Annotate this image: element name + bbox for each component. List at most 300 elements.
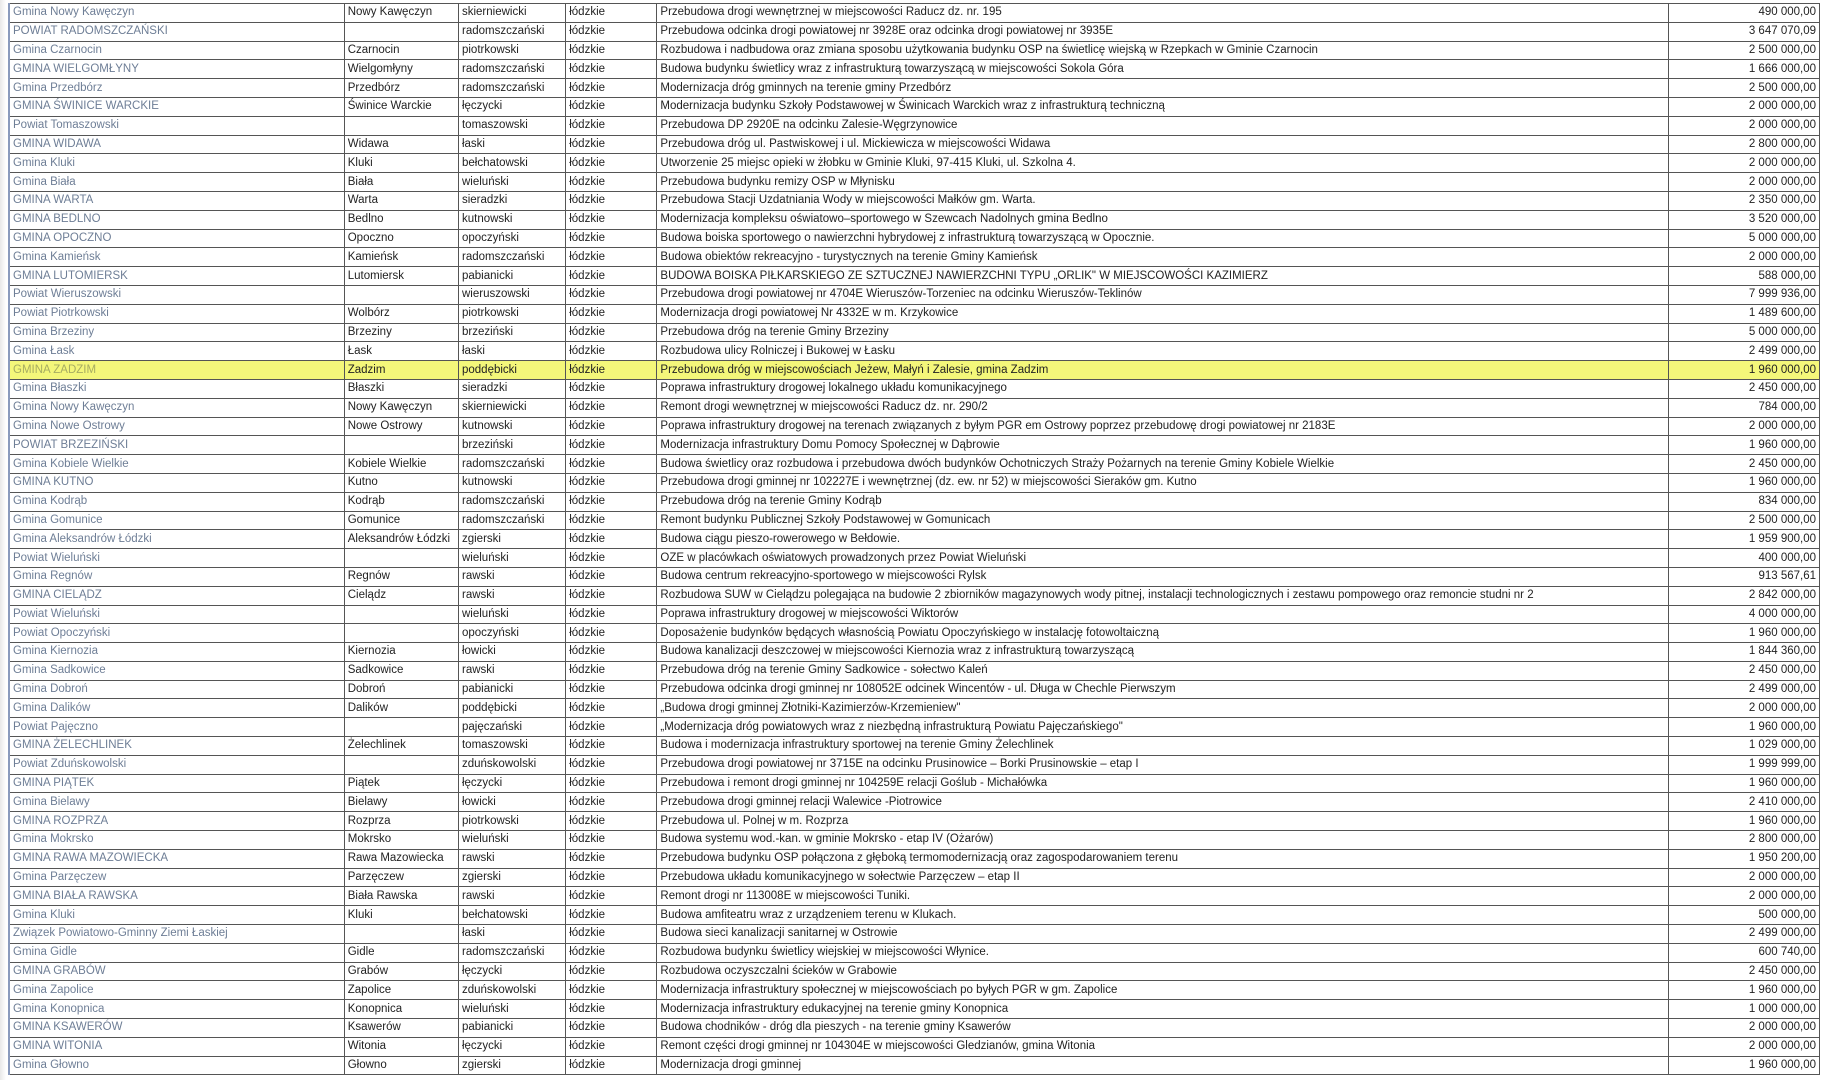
table-row bbox=[9, 1056, 1820, 1075]
gmina-cell: Dalików bbox=[344, 699, 458, 718]
gmina-cell: Nowy Kawęczyn bbox=[344, 4, 458, 23]
voivodeship-cell: łódzkie bbox=[566, 135, 657, 154]
task-name-cell: Modernizacja dróg gminnych na terenie gminy Przedbórz bbox=[657, 79, 1668, 98]
powiat-cell: łaski bbox=[458, 342, 565, 361]
beneficiary-cell: Powiat Wieruszowski bbox=[9, 285, 344, 304]
task-name-cell: Budowa obiektów rekreacyjno - turystycznych na terenie Gminy Kamieńsk bbox=[657, 248, 1668, 267]
table-row bbox=[9, 79, 1820, 98]
beneficiary-cell: Gmina Brzeziny bbox=[9, 323, 344, 342]
voivodeship-cell: łódzkie bbox=[566, 680, 657, 699]
task-name-cell: Przebudowa dróg na terenie Gminy Brzeziny bbox=[657, 323, 1668, 342]
table-row bbox=[9, 699, 1820, 718]
powiat-cell: opoczyński bbox=[458, 229, 565, 248]
gmina-cell: Gidle bbox=[344, 943, 458, 962]
task-name-cell: Modernizacja budynku Szkoły Podstawowej w Świnicach Warckich wraz z infrastrukturą techniczną bbox=[657, 97, 1668, 116]
beneficiary-cell: Gmina Dobroń bbox=[9, 680, 344, 699]
beneficiary-cell: Gmina Zapolice bbox=[9, 981, 344, 1000]
amount-cell: 7 999 936,00 bbox=[1668, 285, 1819, 304]
amount-cell: 784 000,00 bbox=[1668, 398, 1819, 417]
powiat-cell: sieradzki bbox=[458, 191, 565, 210]
beneficiary-cell: GMINA PIĄTEK bbox=[9, 774, 344, 793]
voivodeship-cell: łódzkie bbox=[566, 398, 657, 417]
voivodeship-cell: łódzkie bbox=[566, 304, 657, 323]
beneficiary-cell: Gmina Łask bbox=[9, 342, 344, 361]
table-row bbox=[9, 661, 1820, 680]
task-name-cell: Modernizacja infrastruktury społecznej w miejscowościach po byłych PGR w gm. Zapolice bbox=[657, 981, 1668, 1000]
gmina-cell bbox=[344, 755, 458, 774]
powiat-cell: zgierski bbox=[458, 1056, 565, 1075]
beneficiary-cell: Gmina Głowno bbox=[9, 1056, 344, 1075]
table-row bbox=[9, 1037, 1820, 1056]
voivodeship-cell: łódzkie bbox=[566, 473, 657, 492]
powiat-cell: łęczycki bbox=[458, 774, 565, 793]
table-row bbox=[9, 812, 1820, 831]
voivodeship-cell: łódzkie bbox=[566, 737, 657, 756]
powiat-cell: piotrkowski bbox=[458, 812, 565, 831]
beneficiary-cell: Gmina Mokrsko bbox=[9, 831, 344, 850]
task-name-cell: Modernizacja drogi gminnej bbox=[657, 1056, 1668, 1075]
gmina-cell: Nowe Ostrowy bbox=[344, 417, 458, 436]
table-row bbox=[9, 4, 1820, 23]
voivodeship-cell: łódzkie bbox=[566, 229, 657, 248]
amount-cell: 1 960 000,00 bbox=[1668, 981, 1819, 1000]
beneficiary-cell: Związek Powiatowo-Gminny Ziemi Łaskiej bbox=[9, 925, 344, 944]
voivodeship-cell: łódzkie bbox=[566, 849, 657, 868]
gmina-cell: Biała Rawska bbox=[344, 887, 458, 906]
voivodeship-cell: łódzkie bbox=[566, 361, 657, 380]
voivodeship-cell: łódzkie bbox=[566, 605, 657, 624]
table-row bbox=[9, 943, 1820, 962]
powiat-cell: brzeziński bbox=[458, 323, 565, 342]
task-name-cell: Przebudowa drogi gminnej nr 102227E i wewnętrznej (dz. ew. nr 52) w miejscowości Sieraków gm. Kutno bbox=[657, 473, 1668, 492]
gmina-cell: Mokrsko bbox=[344, 831, 458, 850]
task-name-cell: Rozbudowa ulicy Rolniczej i Bukowej w Łasku bbox=[657, 342, 1668, 361]
table-row bbox=[9, 323, 1820, 342]
gmina-cell: Sadkowice bbox=[344, 661, 458, 680]
task-name-cell: Budowa i modernizacja infrastruktury sportowej na terenie Gminy Żelechlinek bbox=[657, 737, 1668, 756]
voivodeship-cell: łódzkie bbox=[566, 774, 657, 793]
amount-cell: 1 960 000,00 bbox=[1668, 1056, 1819, 1075]
beneficiary-cell: Powiat Tomaszowski bbox=[9, 116, 344, 135]
beneficiary-cell: GMINA LUTOMIERSK bbox=[9, 267, 344, 286]
amount-cell: 913 567,61 bbox=[1668, 567, 1819, 586]
powiat-cell: rawski bbox=[458, 586, 565, 605]
amount-cell: 2 000 000,00 bbox=[1668, 154, 1819, 173]
task-name-cell: Remont budynku Publicznej Szkoły Podstawowej w Gomunicach bbox=[657, 511, 1668, 530]
table-row bbox=[9, 624, 1820, 643]
grants-table bbox=[8, 3, 1820, 1075]
task-name-cell: Budowa sieci kanalizacji sanitarnej w Ostrowie bbox=[657, 925, 1668, 944]
beneficiary-cell: Gmina Kluki bbox=[9, 906, 344, 925]
grants-table-body bbox=[9, 4, 1820, 1075]
beneficiary-cell: Gmina Nowe Ostrowy bbox=[9, 417, 344, 436]
voivodeship-cell: łódzkie bbox=[566, 549, 657, 568]
task-name-cell: Budowa ciągu pieszo-rowerowego w Bełdowie. bbox=[657, 530, 1668, 549]
voivodeship-cell: łódzkie bbox=[566, 417, 657, 436]
gmina-cell: Konopnica bbox=[344, 1000, 458, 1019]
powiat-cell: piotrkowski bbox=[458, 304, 565, 323]
gmina-cell: Zapolice bbox=[344, 981, 458, 1000]
task-name-cell: Utworzenie 25 miejsc opieki w żłobku w Gminie Kluki, 97-415 Kluki, ul. Szkolna 4. bbox=[657, 154, 1668, 173]
amount-cell: 2 500 000,00 bbox=[1668, 511, 1819, 530]
powiat-cell: rawski bbox=[458, 849, 565, 868]
table-row bbox=[9, 793, 1820, 812]
voivodeship-cell: łódzkie bbox=[566, 530, 657, 549]
beneficiary-cell: GMINA BEDLNO bbox=[9, 210, 344, 229]
voivodeship-cell: łódzkie bbox=[566, 492, 657, 511]
powiat-cell: wieluński bbox=[458, 1000, 565, 1019]
gmina-cell: Piątek bbox=[344, 774, 458, 793]
powiat-cell: łęczycki bbox=[458, 97, 565, 116]
gmina-cell: Rawa Mazowiecka bbox=[344, 849, 458, 868]
task-name-cell: Budowa kanalizacji deszczowej w miejscowości Kiernozia wraz z infrastrukturą towarzyszącą bbox=[657, 643, 1668, 662]
beneficiary-cell: Gmina Błaszki bbox=[9, 379, 344, 398]
powiat-cell: zduńskowolski bbox=[458, 755, 565, 774]
beneficiary-cell: Gmina Kluki bbox=[9, 154, 344, 173]
table-row bbox=[9, 549, 1820, 568]
table-row bbox=[9, 361, 1820, 380]
beneficiary-cell: Gmina Aleksandrów Łódzki bbox=[9, 530, 344, 549]
task-name-cell: Modernizacja infrastruktury edukacyjnej na terenie gminy Konopnica bbox=[657, 1000, 1668, 1019]
voivodeship-cell: łódzkie bbox=[566, 173, 657, 192]
beneficiary-cell: Gmina Parzęczew bbox=[9, 868, 344, 887]
task-name-cell: Przebudowa budynku remizy OSP w Młynisku bbox=[657, 173, 1668, 192]
task-name-cell: Modernizacja drogi powiatowej Nr 4332E w m. Krzykowice bbox=[657, 304, 1668, 323]
voivodeship-cell: łódzkie bbox=[566, 906, 657, 925]
beneficiary-cell: POWIAT RADOMSZCZAŃSKI bbox=[9, 22, 344, 41]
beneficiary-cell: Gmina Kodrąb bbox=[9, 492, 344, 511]
gmina-cell bbox=[344, 22, 458, 41]
beneficiary-cell: Gmina Konopnica bbox=[9, 1000, 344, 1019]
powiat-cell: radomszczański bbox=[458, 492, 565, 511]
powiat-cell: radomszczański bbox=[458, 943, 565, 962]
gmina-cell bbox=[344, 624, 458, 643]
amount-cell: 5 000 000,00 bbox=[1668, 229, 1819, 248]
voivodeship-cell: łódzkie bbox=[566, 831, 657, 850]
voivodeship-cell: łódzkie bbox=[566, 661, 657, 680]
powiat-cell: skierniewicki bbox=[458, 398, 565, 417]
powiat-cell: radomszczański bbox=[458, 248, 565, 267]
task-name-cell: Przebudowa i remont drogi gminnej nr 104259E relacji Goślub - Michałówka bbox=[657, 774, 1668, 793]
table-row bbox=[9, 868, 1820, 887]
powiat-cell: pajęczański bbox=[458, 718, 565, 737]
table-row bbox=[9, 849, 1820, 868]
task-name-cell: Przebudowa budynku OSP połączona z głęboką termomodernizacją oraz zagospodarowaniem terenu bbox=[657, 849, 1668, 868]
powiat-cell: zduńskowolski bbox=[458, 981, 565, 1000]
gmina-cell: Witonia bbox=[344, 1037, 458, 1056]
table-row bbox=[9, 1000, 1820, 1019]
amount-cell: 1 960 000,00 bbox=[1668, 624, 1819, 643]
voivodeship-cell: łódzkie bbox=[566, 248, 657, 267]
table-row bbox=[9, 981, 1820, 1000]
powiat-cell: rawski bbox=[458, 887, 565, 906]
beneficiary-cell: Powiat Opoczyński bbox=[9, 624, 344, 643]
voivodeship-cell: łódzkie bbox=[566, 567, 657, 586]
voivodeship-cell: łódzkie bbox=[566, 868, 657, 887]
amount-cell: 1 959 900,00 bbox=[1668, 530, 1819, 549]
beneficiary-cell: Gmina Sadkowice bbox=[9, 661, 344, 680]
beneficiary-cell: POWIAT BRZEZIŃSKI bbox=[9, 436, 344, 455]
powiat-cell: sieradzki bbox=[458, 379, 565, 398]
voivodeship-cell: łódzkie bbox=[566, 116, 657, 135]
beneficiary-cell: GMINA RAWA MAZOWIECKA bbox=[9, 849, 344, 868]
task-name-cell: Doposażenie budynków będących własnością Powiatu Opoczyńskiego w instalację fotowoltaiczną bbox=[657, 624, 1668, 643]
table-row bbox=[9, 962, 1820, 981]
table-row bbox=[9, 737, 1820, 756]
task-name-cell: Przebudowa dróg ul. Pastwiskowej i ul. Mickiewicza w miejscowości Widawa bbox=[657, 135, 1668, 154]
task-name-cell: Modernizacja kompleksu oświatowo–sportowego w Szewcach Nadolnych gmina Bedlno bbox=[657, 210, 1668, 229]
beneficiary-cell: Powiat Wieluński bbox=[9, 549, 344, 568]
amount-cell: 400 000,00 bbox=[1668, 549, 1819, 568]
gmina-cell: Nowy Kawęczyn bbox=[344, 398, 458, 417]
beneficiary-cell: Gmina Kiernozia bbox=[9, 643, 344, 662]
powiat-cell: zgierski bbox=[458, 868, 565, 887]
beneficiary-cell: GMINA ŻELECHLINEK bbox=[9, 737, 344, 756]
table-row bbox=[9, 511, 1820, 530]
table-row bbox=[9, 210, 1820, 229]
amount-cell: 588 000,00 bbox=[1668, 267, 1819, 286]
powiat-cell: wieluński bbox=[458, 605, 565, 624]
amount-cell: 1 999 999,00 bbox=[1668, 755, 1819, 774]
gmina-cell: Regnów bbox=[344, 567, 458, 586]
voivodeship-cell: łódzkie bbox=[566, 41, 657, 60]
beneficiary-cell: Gmina Bielawy bbox=[9, 793, 344, 812]
powiat-cell: pabianicki bbox=[458, 1019, 565, 1038]
beneficiary-cell: Powiat Zduńskowolski bbox=[9, 755, 344, 774]
table-row bbox=[9, 379, 1820, 398]
table-row bbox=[9, 925, 1820, 944]
gmina-cell: Dobroń bbox=[344, 680, 458, 699]
table-row bbox=[9, 97, 1820, 116]
voivodeship-cell: łódzkie bbox=[566, 812, 657, 831]
table-row bbox=[9, 530, 1820, 549]
task-name-cell: Rozbudowa SUW w Cielądzu polegająca na budowie 2 zbiorników magazynowych wody pitnej, instalacji technologicznych i zestawu pompowego oraz remoncie studni nr 2 bbox=[657, 586, 1668, 605]
amount-cell: 1 960 000,00 bbox=[1668, 718, 1819, 737]
gmina-cell bbox=[344, 285, 458, 304]
gmina-cell: Błaszki bbox=[344, 379, 458, 398]
gmina-cell: Kiernozia bbox=[344, 643, 458, 662]
amount-cell: 2 499 000,00 bbox=[1668, 925, 1819, 944]
powiat-cell: kutnowski bbox=[458, 473, 565, 492]
voivodeship-cell: łódzkie bbox=[566, 586, 657, 605]
task-name-cell: Poprawa infrastruktury drogowej na terenach związanych z byłym PGR em Ostrowy poprzez przebudowę drogi powiatowej nr 2183E bbox=[657, 417, 1668, 436]
task-name-cell: Przebudowa dróg na terenie Gminy Sadkowice - sołectwo Kaleń bbox=[657, 661, 1668, 680]
beneficiary-cell: GMINA OPOCZNO bbox=[9, 229, 344, 248]
gmina-cell: Kamieńsk bbox=[344, 248, 458, 267]
gmina-cell: Brzeziny bbox=[344, 323, 458, 342]
task-name-cell: Budowa boiska sportowego o nawierzchni hybrydowej z infrastrukturą towarzyszącą w Opocznie. bbox=[657, 229, 1668, 248]
beneficiary-cell: GMINA CIELĄDZ bbox=[9, 586, 344, 605]
voivodeship-cell: łódzkie bbox=[566, 455, 657, 474]
gmina-cell: Kodrąb bbox=[344, 492, 458, 511]
beneficiary-cell: GMINA ŚWINICE WARCKIE bbox=[9, 97, 344, 116]
voivodeship-cell: łódzkie bbox=[566, 699, 657, 718]
powiat-cell: łowicki bbox=[458, 643, 565, 662]
amount-cell: 500 000,00 bbox=[1668, 906, 1819, 925]
voivodeship-cell: łódzkie bbox=[566, 1019, 657, 1038]
task-name-cell: Przebudowa odcinka drogi gminnej nr 108052E odcinek Wincentów - ul. Długa w Chechle Pierwszym bbox=[657, 680, 1668, 699]
task-name-cell: Remont drogi nr 113008E w miejscowości Tuniki. bbox=[657, 887, 1668, 906]
gmina-cell: Ksawerów bbox=[344, 1019, 458, 1038]
gmina-cell: Łask bbox=[344, 342, 458, 361]
gmina-cell: Bedlno bbox=[344, 210, 458, 229]
beneficiary-cell: GMINA WITONIA bbox=[9, 1037, 344, 1056]
amount-cell: 2 842 000,00 bbox=[1668, 586, 1819, 605]
powiat-cell: wieluński bbox=[458, 549, 565, 568]
amount-cell: 2 800 000,00 bbox=[1668, 831, 1819, 850]
amount-cell: 2 410 000,00 bbox=[1668, 793, 1819, 812]
voivodeship-cell: łódzkie bbox=[566, 285, 657, 304]
voivodeship-cell: łódzkie bbox=[566, 887, 657, 906]
amount-cell: 1 960 000,00 bbox=[1668, 473, 1819, 492]
task-name-cell: Poprawa infrastruktury drogowej w miejscowości Wiktorów bbox=[657, 605, 1668, 624]
gmina-cell: Lutomiersk bbox=[344, 267, 458, 286]
table-row bbox=[9, 229, 1820, 248]
amount-cell: 2 450 000,00 bbox=[1668, 379, 1819, 398]
task-name-cell: Budowa systemu wod.-kan. w gminie Mokrsko - etap IV (Ożarów) bbox=[657, 831, 1668, 850]
powiat-cell: tomaszowski bbox=[458, 737, 565, 756]
amount-cell: 2 500 000,00 bbox=[1668, 79, 1819, 98]
gmina-cell: Widawa bbox=[344, 135, 458, 154]
voivodeship-cell: łódzkie bbox=[566, 22, 657, 41]
amount-cell: 2 499 000,00 bbox=[1668, 342, 1819, 361]
voivodeship-cell: łódzkie bbox=[566, 154, 657, 173]
amount-cell: 3 647 070,09 bbox=[1668, 22, 1819, 41]
powiat-cell: radomszczański bbox=[458, 455, 565, 474]
powiat-cell: piotrkowski bbox=[458, 41, 565, 60]
gmina-cell: Rozprza bbox=[344, 812, 458, 831]
gmina-cell: Przedbórz bbox=[344, 79, 458, 98]
powiat-cell: poddębicki bbox=[458, 361, 565, 380]
gmina-cell: Wolbórz bbox=[344, 304, 458, 323]
voivodeship-cell: łódzkie bbox=[566, 1037, 657, 1056]
powiat-cell: wieluński bbox=[458, 831, 565, 850]
powiat-cell: rawski bbox=[458, 567, 565, 586]
document-sheet bbox=[8, 3, 1820, 1075]
task-name-cell: BUDOWA BOISKA PIŁKARSKIEGO ZE SZTUCZNEJ NAWIERZCHNI TYPU „ORLIK" W MIEJSCOWOŚCI KAZIMIERZ bbox=[657, 267, 1668, 286]
powiat-cell: radomszczański bbox=[458, 511, 565, 530]
beneficiary-cell: GMINA KSAWERÓW bbox=[9, 1019, 344, 1038]
beneficiary-cell: GMINA KUTNO bbox=[9, 473, 344, 492]
powiat-cell: kutnowski bbox=[458, 417, 565, 436]
voivodeship-cell: łódzkie bbox=[566, 643, 657, 662]
voivodeship-cell: łódzkie bbox=[566, 755, 657, 774]
voivodeship-cell: łódzkie bbox=[566, 925, 657, 944]
gmina-cell bbox=[344, 549, 458, 568]
gmina-cell: Kluki bbox=[344, 906, 458, 925]
task-name-cell: Poprawa infrastruktury drogowej lokalnego układu komunikacyjnego bbox=[657, 379, 1668, 398]
table-row bbox=[9, 887, 1820, 906]
gmina-cell: Opoczno bbox=[344, 229, 458, 248]
table-row bbox=[9, 473, 1820, 492]
table-row bbox=[9, 60, 1820, 79]
amount-cell: 1 489 600,00 bbox=[1668, 304, 1819, 323]
powiat-cell: opoczyński bbox=[458, 624, 565, 643]
scan-edge bbox=[0, 0, 6, 1080]
task-name-cell: Rozbudowa oczyszczalni ścieków w Grabowie bbox=[657, 962, 1668, 981]
amount-cell: 2 000 000,00 bbox=[1668, 97, 1819, 116]
amount-cell: 2 450 000,00 bbox=[1668, 661, 1819, 680]
powiat-cell: brzeziński bbox=[458, 436, 565, 455]
table-row bbox=[9, 755, 1820, 774]
task-name-cell: Modernizacja infrastruktury Domu Pomocy Społecznej w Dąbrowie bbox=[657, 436, 1668, 455]
task-name-cell: „Modernizacja dróg powiatowych wraz z niezbędną infrastrukturą Powiatu Pajęczańskiego" bbox=[657, 718, 1668, 737]
gmina-cell: Zadzim bbox=[344, 361, 458, 380]
amount-cell: 2 000 000,00 bbox=[1668, 248, 1819, 267]
voivodeship-cell: łódzkie bbox=[566, 962, 657, 981]
gmina-cell bbox=[344, 436, 458, 455]
amount-cell: 2 000 000,00 bbox=[1668, 868, 1819, 887]
amount-cell: 1 950 200,00 bbox=[1668, 849, 1819, 868]
amount-cell: 2 450 000,00 bbox=[1668, 962, 1819, 981]
gmina-cell: Wielgomłyny bbox=[344, 60, 458, 79]
amount-cell: 2 000 000,00 bbox=[1668, 1037, 1819, 1056]
powiat-cell: pabianicki bbox=[458, 267, 565, 286]
amount-cell: 2 000 000,00 bbox=[1668, 699, 1819, 718]
task-name-cell: „Budowa drogi gminnej Złotniki-Kazimierzów-Krzemieniew" bbox=[657, 699, 1668, 718]
voivodeship-cell: łódzkie bbox=[566, 1000, 657, 1019]
task-name-cell: Budowa centrum rekreacyjno-sportowego w miejscowości Rylsk bbox=[657, 567, 1668, 586]
powiat-cell: rawski bbox=[458, 661, 565, 680]
beneficiary-cell: Gmina Dalików bbox=[9, 699, 344, 718]
powiat-cell: pabianicki bbox=[458, 680, 565, 699]
voivodeship-cell: łódzkie bbox=[566, 511, 657, 530]
table-row bbox=[9, 342, 1820, 361]
amount-cell: 1 960 000,00 bbox=[1668, 774, 1819, 793]
gmina-cell: Cielądz bbox=[344, 586, 458, 605]
powiat-cell: zgierski bbox=[458, 530, 565, 549]
beneficiary-cell: Gmina Regnów bbox=[9, 567, 344, 586]
voivodeship-cell: łódzkie bbox=[566, 718, 657, 737]
voivodeship-cell: łódzkie bbox=[566, 210, 657, 229]
amount-cell: 2 450 000,00 bbox=[1668, 455, 1819, 474]
beneficiary-cell: Gmina Gomunice bbox=[9, 511, 344, 530]
task-name-cell: Przebudowa układu komunikacyjnego w sołectwie Parzęczew – etap II bbox=[657, 868, 1668, 887]
beneficiary-cell: Gmina Nowy Kawęczyn bbox=[9, 4, 344, 23]
gmina-cell: Żelechlinek bbox=[344, 737, 458, 756]
voivodeship-cell: łódzkie bbox=[566, 379, 657, 398]
voivodeship-cell: łódzkie bbox=[566, 1056, 657, 1075]
table-row bbox=[9, 22, 1820, 41]
voivodeship-cell: łódzkie bbox=[566, 267, 657, 286]
amount-cell: 4 000 000,00 bbox=[1668, 605, 1819, 624]
gmina-cell: Czarnocin bbox=[344, 41, 458, 60]
gmina-cell: Parzęczew bbox=[344, 868, 458, 887]
gmina-cell: Warta bbox=[344, 191, 458, 210]
voivodeship-cell: łódzkie bbox=[566, 79, 657, 98]
table-row bbox=[9, 492, 1820, 511]
table-row bbox=[9, 831, 1820, 850]
table-row bbox=[9, 436, 1820, 455]
powiat-cell: radomszczański bbox=[458, 79, 565, 98]
task-name-cell: Remont części drogi gminnej nr 104304E w miejscowości Gledzianów, gmina Witonia bbox=[657, 1037, 1668, 1056]
beneficiary-cell: GMINA BIAŁA RAWSKA bbox=[9, 887, 344, 906]
powiat-cell: łaski bbox=[458, 925, 565, 944]
gmina-cell: Kutno bbox=[344, 473, 458, 492]
table-row bbox=[9, 605, 1820, 624]
beneficiary-cell: Gmina Gidle bbox=[9, 943, 344, 962]
beneficiary-cell: GMINA WARTA bbox=[9, 191, 344, 210]
powiat-cell: tomaszowski bbox=[458, 116, 565, 135]
task-name-cell: Rozbudowa budynku świetlicy wiejskiej w miejscowości Włynice. bbox=[657, 943, 1668, 962]
powiat-cell: wieruszowski bbox=[458, 285, 565, 304]
voivodeship-cell: łódzkie bbox=[566, 4, 657, 23]
amount-cell: 600 740,00 bbox=[1668, 943, 1819, 962]
powiat-cell: łęczycki bbox=[458, 962, 565, 981]
table-row bbox=[9, 1019, 1820, 1038]
task-name-cell: Przebudowa drogi powiatowej nr 4704E Wieruszów-Torzeniec na odcinku Wieruszów-Teklinów bbox=[657, 285, 1668, 304]
task-name-cell: Przebudowa ul. Polnej w m. Rozprza bbox=[657, 812, 1668, 831]
